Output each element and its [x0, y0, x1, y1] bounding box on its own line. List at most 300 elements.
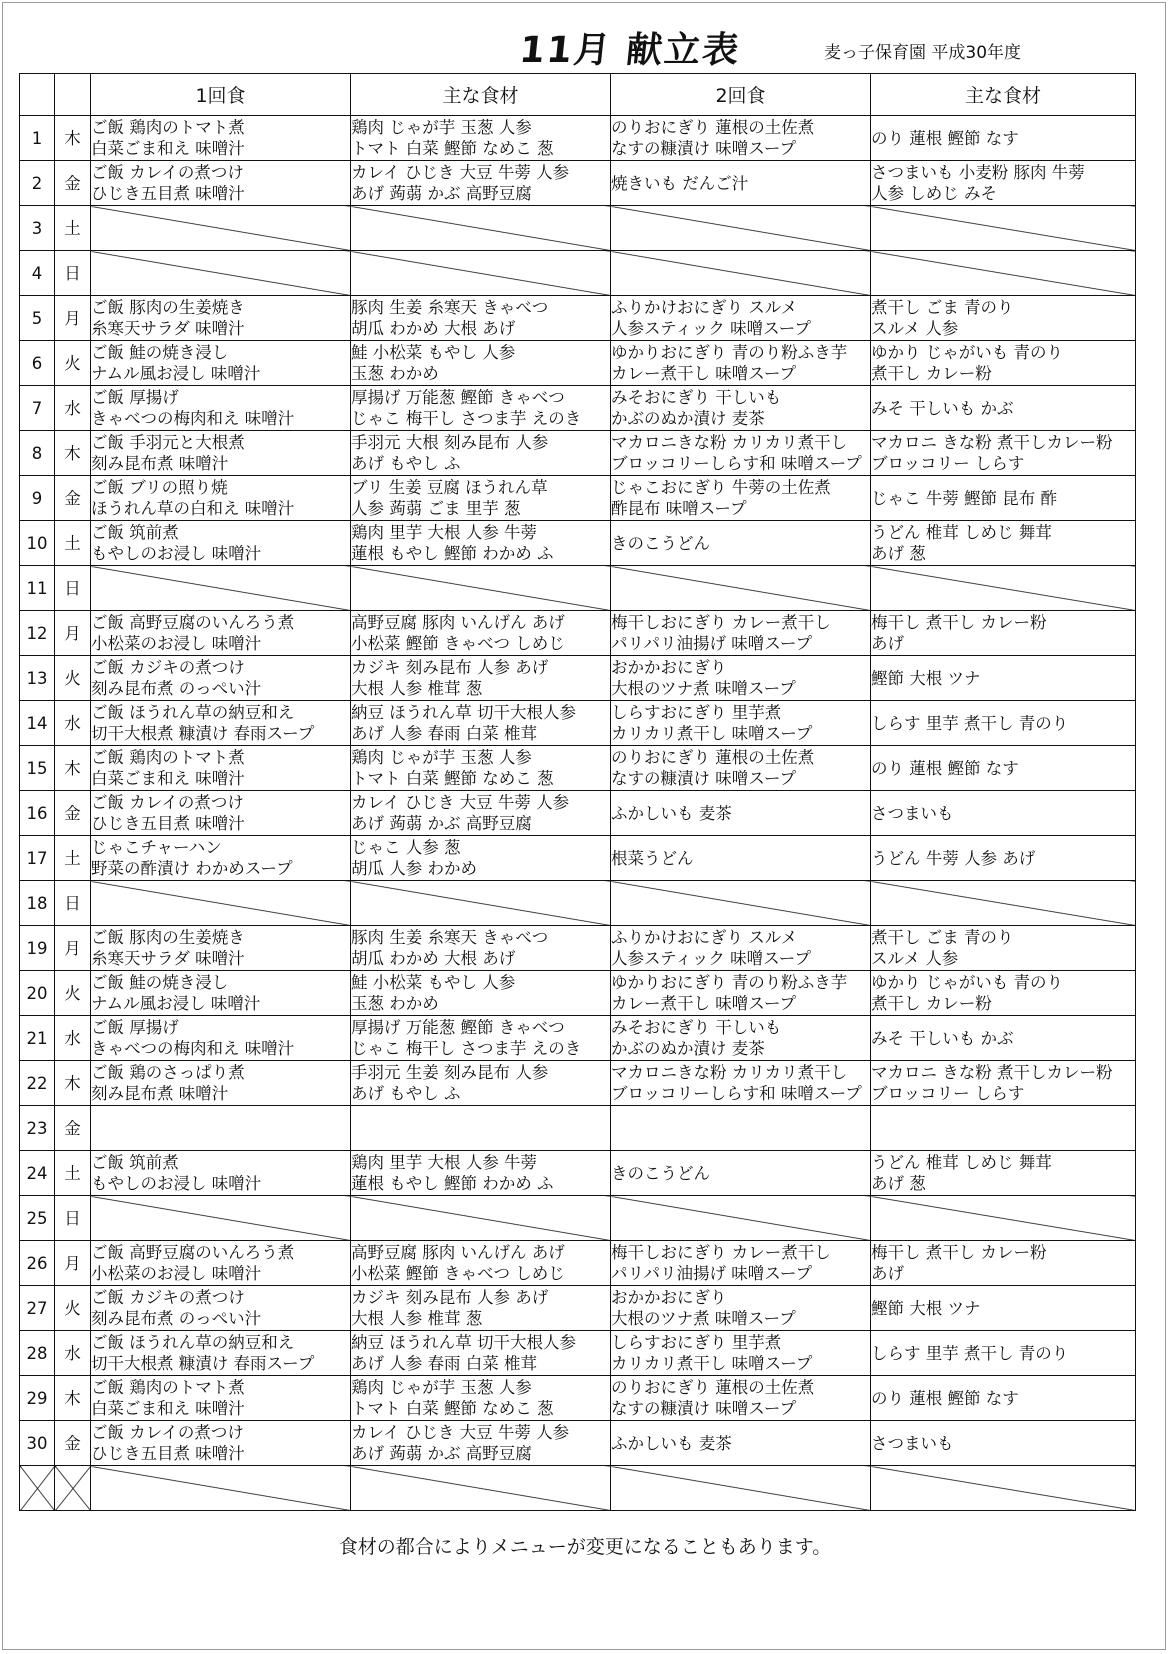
day-number: 14 [20, 701, 55, 746]
meal2-cell [611, 566, 871, 611]
cell-line: ご飯 ほうれん草の納豆和え [91, 1333, 295, 1352]
cell-line: ご飯 カレイの煮つけ [91, 163, 244, 182]
cell-line: のりおにぎり 蓮根の土佐煮 [611, 748, 815, 767]
cell-line: 鶏肉 じゃが芋 玉葱 人参 [351, 748, 532, 767]
meal2-cell [611, 971, 871, 1016]
weekday: 土 [55, 1151, 91, 1196]
cell-line: カジキ 刻み昆布 人参 あげ [351, 1288, 549, 1307]
cell-line: トマト 白菜 鰹節 なめこ 葱 [351, 1399, 554, 1418]
meal1-cell [91, 161, 351, 206]
empty-cell [351, 1466, 611, 1511]
cell-line: 根菜うどん [611, 848, 694, 868]
cell-line: 煮干し カレー粉 [871, 994, 992, 1013]
cell-line: なすの糠漬け 味噌スープ [611, 1399, 797, 1418]
ingredients1-cell [351, 1016, 611, 1061]
weekday: 日 [55, 566, 91, 611]
cell-line: 大根のツナ煮 味噌スープ [611, 1309, 796, 1328]
weekday: 土 [55, 521, 91, 566]
cell-line: 白菜ごま和え 味噌汁 [91, 769, 245, 788]
meal1-cell [91, 1196, 351, 1241]
ingredients2-cell [871, 1061, 1136, 1106]
meal1-cell [91, 1061, 351, 1106]
cell-line: きのこうどん [611, 1163, 710, 1183]
cell-line: あげ 蒟蒻 かぶ 高野豆腐 [351, 184, 532, 203]
organization-label: 麦っ子保育園 平成30年度 [824, 43, 1022, 63]
cell-line: ご飯 鮭の焼き浸し [91, 343, 229, 362]
cell-line: ご飯 厚揚げ [91, 388, 179, 407]
cell-line: ご飯 高野豆腐のいんろう煮 [91, 613, 295, 632]
day-number: 3 [20, 206, 55, 251]
meal1-cell [91, 386, 351, 431]
cell-line: 鰹節 大根 ツナ [871, 1298, 981, 1318]
table-row [20, 656, 1136, 701]
meal2-cell [611, 1376, 871, 1421]
meal1-cell [91, 566, 351, 611]
header-meal1: 1回食 [91, 74, 351, 116]
day-number: 24 [20, 1151, 55, 1196]
weekday: 日 [55, 1196, 91, 1241]
header-meal2: 2回食 [611, 74, 871, 116]
table-row [20, 1241, 1136, 1286]
cell-line: 人参スティック 味噌スープ [611, 949, 811, 968]
cell-line: 梅干しおにぎり カレー煮干し [611, 1243, 831, 1262]
cross-mark-cell [55, 1466, 91, 1511]
meal2-cell [611, 1331, 871, 1376]
cell-line: 豚肉 生姜 糸寒天 きゃべつ [351, 928, 549, 947]
meal1-cell [91, 251, 351, 296]
cell-line: ほうれん草の白和え 味噌汁 [91, 499, 295, 518]
meal2-cell [611, 521, 871, 566]
ingredients1-cell [351, 566, 611, 611]
cell-line: 野菜の酢漬け わかめスープ [91, 859, 293, 878]
day-number: 13 [20, 656, 55, 701]
cell-line: 鶏肉 じゃが芋 玉葱 人参 [351, 118, 532, 137]
cell-line: ふりかけおにぎり スルメ [611, 298, 798, 317]
day-number: 6 [20, 341, 55, 386]
cell-line: ご飯 カジキの煮つけ [91, 1288, 245, 1307]
cell-line: ひじき五目煮 味噌汁 [91, 184, 245, 203]
meal2-cell [611, 1196, 871, 1241]
cell-line: 高野豆腐 豚肉 いんげん あげ [351, 1243, 565, 1262]
cell-line: 人参スティック 味噌スープ [611, 319, 811, 338]
cell-line: ブロッコリー しらす [871, 454, 1025, 473]
ingredients2-cell [871, 1241, 1136, 1286]
meal2-cell [611, 1151, 871, 1196]
cell-line: あげ もやし ふ [351, 454, 461, 473]
table-row [20, 701, 1136, 746]
cell-line: 煮干し カレー粉 [871, 364, 992, 383]
table-row-empty [20, 1466, 1136, 1511]
cell-line: 酢昆布 味噌スープ [611, 499, 747, 518]
cell-line: しらす 里芋 煮干し 青のり [871, 1343, 1069, 1363]
cell-line: あげ 人参 春雨 白菜 椎茸 [351, 724, 537, 743]
cell-line: きゃべつの梅肉和え 味噌汁 [91, 409, 295, 428]
weekday: 土 [55, 206, 91, 251]
cell-line: ご飯 カレイの煮つけ [91, 793, 244, 812]
ingredients2-cell [871, 1106, 1136, 1151]
cell-line: さつまいも [871, 803, 954, 823]
meal1-cell [91, 971, 351, 1016]
weekday: 水 [55, 1331, 91, 1376]
cell-line: じゃこ 人参 葱 [351, 838, 461, 857]
cell-line: みそ 干しいも かぶ [871, 398, 1014, 418]
empty-cell [91, 1466, 351, 1511]
meal1-cell [91, 746, 351, 791]
cell-line: もやしのお浸し 味噌汁 [91, 1174, 262, 1193]
cell-line: 焼きいも だんご汁 [611, 173, 749, 193]
cell-line: みそおにぎり 干しいも [611, 1018, 782, 1037]
ingredients1-cell [351, 251, 611, 296]
ingredients2-cell [871, 161, 1136, 206]
ingredients1-cell [351, 1061, 611, 1106]
meal1-cell [91, 791, 351, 836]
cell-line: 小松菜のお浸し 味噌汁 [91, 1264, 262, 1283]
cell-line: 胡瓜 人参 わかめ [351, 859, 477, 878]
weekday: 木 [55, 431, 91, 476]
cell-line: 煮干し ごま 青のり [871, 928, 1014, 947]
meal2-cell [611, 206, 871, 251]
day-number: 1 [20, 116, 55, 161]
meal2-cell [611, 1016, 871, 1061]
ingredients2-cell [871, 1016, 1136, 1061]
cell-line: ブロッコリーしらす和 味噌スープ [611, 1084, 862, 1103]
day-number: 30 [20, 1421, 55, 1466]
ingredients1-cell [351, 1151, 611, 1196]
meal1-cell [91, 206, 351, 251]
cell-line: のりおにぎり 蓮根の土佐煮 [611, 1378, 815, 1397]
ingredients2-cell [871, 431, 1136, 476]
cell-line: あげ 葱 [871, 1174, 926, 1193]
table-row [20, 1331, 1136, 1376]
weekday: 月 [55, 1241, 91, 1286]
weekday: 木 [55, 1376, 91, 1421]
cell-line: マカロニ きな粉 煮干しカレー粉 [871, 433, 1113, 452]
table-row [20, 1376, 1136, 1421]
ingredients2-cell [871, 1286, 1136, 1331]
day-number: 16 [20, 791, 55, 836]
weekday: 金 [55, 1106, 91, 1151]
cell-line: ご飯 鶏肉のトマト煮 [91, 1378, 245, 1397]
day-number: 2 [20, 161, 55, 206]
cell-line: 大根のツナ煮 味噌スープ [611, 679, 796, 698]
day-number: 8 [20, 431, 55, 476]
day-number: 17 [20, 836, 55, 881]
cell-line: 糸寒天サラダ 味噌汁 [91, 319, 245, 338]
cell-line: あげ もやし ふ [351, 1084, 461, 1103]
day-number: 7 [20, 386, 55, 431]
page-title: 11月 献立表 [517, 30, 743, 71]
weekday: 木 [55, 1061, 91, 1106]
ingredients1-cell [351, 701, 611, 746]
ingredients1-cell [351, 1196, 611, 1241]
ingredients2-cell [871, 341, 1136, 386]
ingredients2-cell [871, 116, 1136, 161]
meal1-cell [91, 656, 351, 701]
cell-line: ご飯 筑前煮 [91, 523, 179, 542]
meal1-cell [91, 296, 351, 341]
cell-line: ナムル風お浸し 味噌汁 [91, 994, 261, 1013]
cell-line: さつまいも 小麦粉 豚肉 牛蒡 [871, 163, 1085, 182]
cell-line: 刻み昆布煮 のっぺい汁 [91, 1309, 262, 1328]
cell-line: カレイ ひじき 大豆 牛蒡 人参 [351, 1423, 570, 1442]
table-header-row [20, 74, 1136, 116]
cell-line: ふかしいも 麦茶 [611, 1433, 732, 1453]
table-row [20, 611, 1136, 656]
ingredients1-cell [351, 386, 611, 431]
cell-line: ゆかり じゃがいも 青のり [871, 343, 1063, 362]
day-number: 10 [20, 521, 55, 566]
cell-line: さつまいも [871, 1433, 954, 1453]
cell-line: じゃこチャーハン [91, 838, 222, 857]
cell-line: ひじき五目煮 味噌汁 [91, 814, 245, 833]
weekday: 木 [55, 116, 91, 161]
day-number: 12 [20, 611, 55, 656]
cell-line: カレイ ひじき 大豆 牛蒡 人参 [351, 793, 570, 812]
weekday: 木 [55, 746, 91, 791]
ingredients2-cell [871, 206, 1136, 251]
cell-line: マカロニきな粉 カリカリ煮干し [611, 433, 848, 452]
meal1-cell [91, 1106, 351, 1151]
cell-line: ふかしいも 麦茶 [611, 803, 732, 823]
weekday: 火 [55, 971, 91, 1016]
cell-line: 小松菜 鰹節 きゃべつ しめじ [351, 634, 565, 653]
meal2-cell [611, 746, 871, 791]
meal1-cell [91, 1331, 351, 1376]
cell-line: 厚揚げ 万能葱 鰹節 きゃべつ [351, 1018, 565, 1037]
cell-line: うどん 椎茸 しめじ 舞茸 [871, 523, 1052, 542]
meal1-cell [91, 1241, 351, 1286]
cell-line: 人参 蒟蒻 ごま 里芋 葱 [351, 499, 521, 518]
cell-line: ふりかけおにぎり スルメ [611, 928, 798, 947]
table-row [20, 926, 1136, 971]
ingredients2-cell [871, 296, 1136, 341]
menu-table [19, 73, 1136, 1511]
cell-line: しらすおにぎり 里芋煮 [611, 703, 782, 722]
weekday: 火 [55, 341, 91, 386]
day-number: 4 [20, 251, 55, 296]
ingredients1-cell [351, 116, 611, 161]
cell-line: ご飯 高野豆腐のいんろう煮 [91, 1243, 295, 1262]
ingredients2-cell [871, 521, 1136, 566]
day-number: 18 [20, 881, 55, 926]
cell-line: マカロニ きな粉 煮干しカレー粉 [871, 1063, 1113, 1082]
ingredients2-cell [871, 1331, 1136, 1376]
meal2-cell [611, 386, 871, 431]
cell-line: ご飯 ほうれん草の納豆和え [91, 703, 295, 722]
day-number: 19 [20, 926, 55, 971]
cell-line: 胡瓜 わかめ 大根 あげ [351, 319, 516, 338]
weekday: 月 [55, 296, 91, 341]
header-day-cell [20, 74, 55, 116]
meal1-cell [91, 1151, 351, 1196]
cell-line: カレイ ひじき 大豆 牛蒡 人参 [351, 163, 570, 182]
cell-line: あげ [871, 1264, 904, 1283]
table-row [20, 1016, 1136, 1061]
ingredients1-cell [351, 926, 611, 971]
cell-line: ご飯 鮭の焼き浸し [91, 973, 229, 992]
cell-line: ゆかりおにぎり 青のり粉ふき芋 [611, 343, 848, 362]
cell-line: パリパリ油揚げ 味噌スープ [611, 634, 813, 653]
meal2-cell [611, 431, 871, 476]
table-row [20, 1421, 1136, 1466]
weekday: 水 [55, 701, 91, 746]
cell-line: なすの糠漬け 味噌スープ [611, 139, 797, 158]
table-row [20, 521, 1136, 566]
meal2-cell [611, 1421, 871, 1466]
cell-line: 豚肉 生姜 糸寒天 きゃべつ [351, 298, 549, 317]
cell-line: 蓮根 もやし 鰹節 わかめ ふ [351, 544, 554, 563]
cell-line: パリパリ油揚げ 味噌スープ [611, 1264, 813, 1283]
weekday: 金 [55, 476, 91, 521]
meal1-cell [91, 881, 351, 926]
cell-line: 納豆 ほうれん草 切干大根人参 [351, 1333, 576, 1352]
weekday: 水 [55, 1016, 91, 1061]
ingredients1-cell [351, 521, 611, 566]
cell-line: なすの糠漬け 味噌スープ [611, 769, 797, 788]
table-row [20, 386, 1136, 431]
weekday: 金 [55, 161, 91, 206]
cell-line: 梅干し 煮干し カレー粉 [871, 1243, 1047, 1262]
cell-line: ご飯 鶏肉のトマト煮 [91, 118, 245, 137]
day-number: 23 [20, 1106, 55, 1151]
meal2-cell [611, 116, 871, 161]
cell-line: ブロッコリーしらす和 味噌スープ [611, 454, 862, 473]
cell-line: スルメ 人参 [871, 319, 959, 338]
ingredients1-cell [351, 1286, 611, 1331]
cell-line: ブリ 生姜 豆腐 ほうれん草 [351, 478, 548, 497]
weekday: 火 [55, 656, 91, 701]
ingredients2-cell [871, 926, 1136, 971]
cell-line: ひじき五目煮 味噌汁 [91, 1444, 245, 1463]
meal1-cell [91, 836, 351, 881]
cell-line: 梅干し 煮干し カレー粉 [871, 613, 1047, 632]
table-row [20, 791, 1136, 836]
ingredients2-cell [871, 656, 1136, 701]
meal2-cell [611, 1241, 871, 1286]
ingredients2-cell [871, 1376, 1136, 1421]
cell-line: 刻み昆布煮 味噌汁 [91, 454, 229, 473]
meal2-cell [611, 161, 871, 206]
ingredients1-cell [351, 611, 611, 656]
cell-line: うどん 牛蒡 人参 あげ [871, 848, 1036, 868]
cell-line: じゃこ 梅干し さつま芋 えのき [351, 1039, 582, 1058]
cell-line: 高野豆腐 豚肉 いんげん あげ [351, 613, 565, 632]
cell-line: かぶのぬか漬け 麦茶 [611, 1039, 765, 1058]
cell-line: カジキ 刻み昆布 人参 あげ [351, 658, 549, 677]
ingredients2-cell [871, 476, 1136, 521]
cell-line: 納豆 ほうれん草 切干大根人参 [351, 703, 576, 722]
cell-line: あげ 蒟蒻 かぶ 高野豆腐 [351, 1444, 532, 1463]
cell-line: のりおにぎり 蓮根の土佐煮 [611, 118, 815, 137]
table-row [20, 341, 1136, 386]
table-row [20, 881, 1136, 926]
meal2-cell [611, 1286, 871, 1331]
cell-line: じゃこ 梅干し さつま芋 えのき [351, 409, 582, 428]
meal2-cell [611, 1061, 871, 1106]
cell-line: 糸寒天サラダ 味噌汁 [91, 949, 245, 968]
table-row [20, 476, 1136, 521]
cell-line: のり 蓮根 鰹節 なす [871, 1388, 1019, 1408]
cell-line: 鶏肉 里芋 大根 人参 牛蒡 [351, 1153, 537, 1172]
ingredients1-cell [351, 341, 611, 386]
meal2-cell [611, 881, 871, 926]
table-row [20, 206, 1136, 251]
ingredients1-cell [351, 1106, 611, 1151]
cell-line: 刻み昆布煮 味噌汁 [91, 1084, 229, 1103]
ingredients1-cell [351, 1241, 611, 1286]
table-row [20, 1151, 1136, 1196]
cell-line: かぶのぬか漬け 麦茶 [611, 409, 765, 428]
ingredients2-cell [871, 1196, 1136, 1241]
header-weekday-cell [55, 74, 91, 116]
ingredients2-cell [871, 791, 1136, 836]
cell-line: みそ 干しいも かぶ [871, 1028, 1014, 1048]
ingredients2-cell [871, 971, 1136, 1016]
ingredients2-cell [871, 836, 1136, 881]
cell-line: 煮干し ごま 青のり [871, 298, 1014, 317]
table-row [20, 836, 1136, 881]
ingredients1-cell [351, 296, 611, 341]
cell-line: きのこうどん [611, 533, 710, 553]
cell-line: あげ 人参 春雨 白菜 椎茸 [351, 1354, 537, 1373]
cell-line: ご飯 鶏肉のトマト煮 [91, 748, 245, 767]
cell-line: ご飯 鶏のさっぱり煮 [91, 1063, 245, 1082]
cell-line: 白菜ごま和え 味噌汁 [91, 139, 245, 158]
meal2-cell [611, 611, 871, 656]
cell-line: 大根 人参 椎茸 葱 [351, 1309, 483, 1328]
cell-line: きゃべつの梅肉和え 味噌汁 [91, 1039, 295, 1058]
cell-line: 刻み昆布煮 のっぺい汁 [91, 679, 262, 698]
table-row [20, 746, 1136, 791]
cell-line: あげ 葱 [871, 544, 926, 563]
cell-line: 鶏肉 里芋 大根 人参 牛蒡 [351, 523, 537, 542]
table-row [20, 161, 1136, 206]
ingredients2-cell [871, 386, 1136, 431]
table-row [20, 971, 1136, 1016]
cell-line: ご飯 カレイの煮つけ [91, 1423, 244, 1442]
weekday: 月 [55, 926, 91, 971]
table-row [20, 566, 1136, 611]
cell-line: スルメ 人参 [871, 949, 959, 968]
cell-line: 鮭 小松菜 もやし 人参 [351, 973, 516, 992]
cell-line: 玉葱 わかめ [351, 364, 439, 383]
meal2-cell [611, 251, 871, 296]
cell-line: しらす 里芋 煮干し 青のり [871, 713, 1069, 733]
ingredients2-cell [871, 251, 1136, 296]
cell-line: 手羽元 大根 刻み昆布 人参 [351, 433, 549, 452]
cell-line: トマト 白菜 鰹節 なめこ 葱 [351, 769, 554, 788]
meal2-cell [611, 656, 871, 701]
weekday: 土 [55, 836, 91, 881]
day-number: 9 [20, 476, 55, 521]
ingredients1-cell [351, 161, 611, 206]
cell-line: 手羽元 生姜 刻み昆布 人参 [351, 1063, 549, 1082]
table-row [20, 1061, 1136, 1106]
empty-cell [871, 1466, 1136, 1511]
cell-line: おかかおにぎり [611, 658, 727, 677]
meal2-cell [611, 791, 871, 836]
cross-mark-cell [20, 1466, 55, 1511]
ingredients1-cell [351, 746, 611, 791]
table-row [20, 1196, 1136, 1241]
meal1-cell [91, 341, 351, 386]
cell-line: のり 蓮根 鰹節 なす [871, 128, 1019, 148]
cell-line: トマト 白菜 鰹節 なめこ 葱 [351, 139, 554, 158]
cell-line: 人参 しめじ みそ [871, 184, 997, 203]
meal1-cell [91, 1286, 351, 1331]
ingredients2-cell [871, 1421, 1136, 1466]
cell-line: ご飯 手羽元と大根煮 [91, 433, 245, 452]
